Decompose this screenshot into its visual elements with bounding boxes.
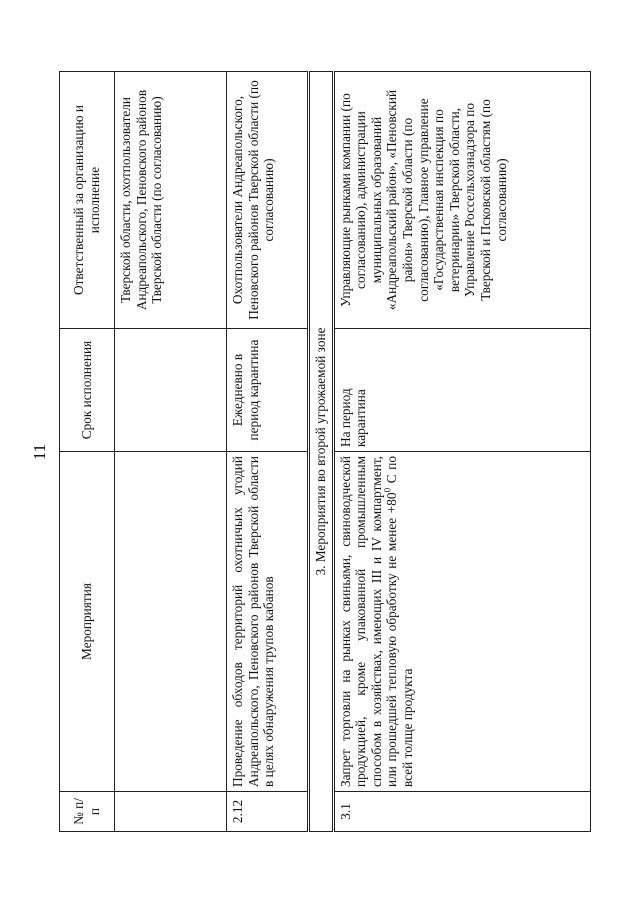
row-deadline — [115, 329, 227, 452]
row-num: 3.1 — [333, 792, 590, 832]
section-row — [309, 72, 334, 832]
row-deadline: На период карантина — [333, 329, 590, 452]
row-event — [115, 452, 227, 792]
row-event — [333, 452, 590, 792]
row-deadline: Ежедневно в период карантина — [227, 329, 309, 452]
header-num: № п/п — [60, 792, 115, 832]
row-responsible: Тверской области, охотпользователи Андреапольского, Пеновского районов Тверской области (по согласованию) — [115, 72, 227, 329]
table-header-row — [60, 72, 115, 832]
table-row — [227, 72, 309, 832]
row-event: Проведение обходов территорий охотничьих угодий Андреапольского, Пеновского районов Тверской области в целях обнаружения трупов кабанов — [227, 452, 309, 792]
events-table — [59, 71, 591, 832]
row-event-tail: С по всей толще продукта — [384, 456, 415, 787]
row-event-degree: 0 — [382, 487, 393, 493]
table-row — [115, 72, 227, 832]
row-responsible: Управляющие рынками компании (по согласованию), администрации муниципальных образований «Андреапольский район», «Пеновский район» Тверской области (по согласованию), Главное управление «Государственная инспекция по ветеринарии» Тверской области, Управление Россельхознадзора по Тверской и Псковской областям (по согласованию) — [333, 72, 590, 329]
table-row — [333, 72, 590, 832]
row-num — [115, 792, 227, 832]
header-deadline: Срок исполнения — [60, 329, 115, 452]
page-number: 11 — [30, 443, 49, 461]
row-event-main: Запрет торговли на рынках свиньями, свиноводческой продукцией, кроме упакованной промышленным способом в хозяйствах, имеющих III и IV компартмент, или прошедшей тепловую обработку не менее +80 — [337, 456, 400, 787]
row-num: 2.12 — [227, 792, 309, 832]
section-title: 3. Мероприятия во второй угрожаемой зоне — [309, 72, 334, 832]
header-event: Мероприятия — [60, 452, 115, 792]
row-responsible: Охотпользователи Андреапольского, Пеновского районов Тверской области (по согласованию) — [227, 72, 309, 329]
rotated-table-container — [59, 72, 581, 832]
header-responsible: Ответственный за организацию и исполнение — [60, 72, 115, 329]
